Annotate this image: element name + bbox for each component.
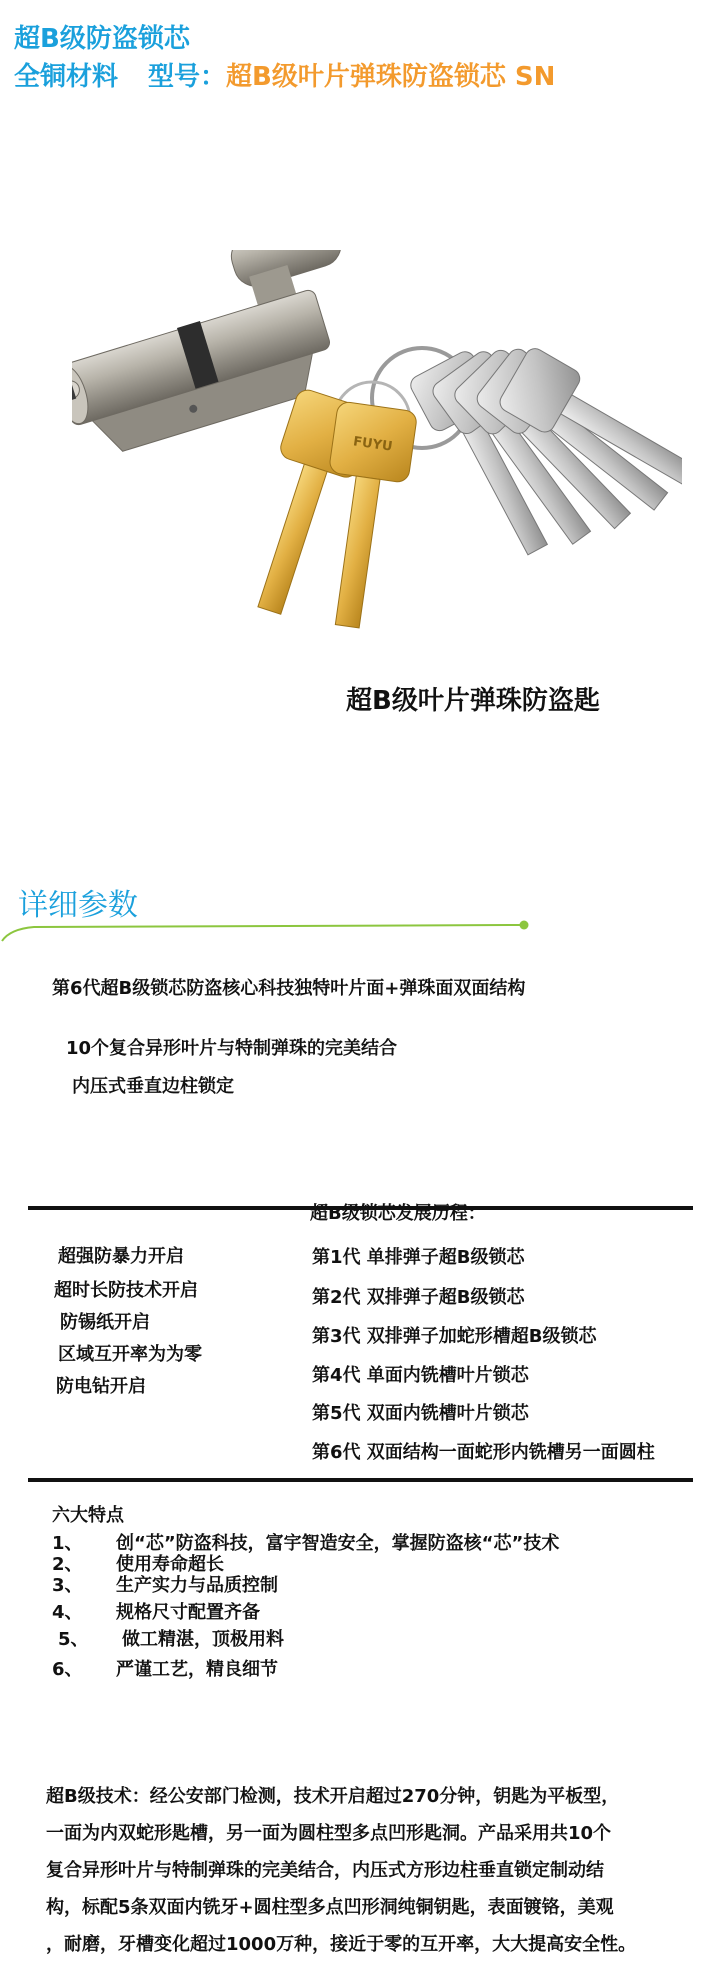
model-label: 型号： bbox=[148, 62, 227, 92]
generation-item: 第1代 单排弹子超B级锁芯 bbox=[312, 1247, 525, 1268]
feature-tag: 区域互开率为为零 bbox=[58, 1344, 202, 1365]
param-item: 内压式垂直边柱锁定 bbox=[72, 1076, 234, 1097]
feature-text: 规格尺寸配置齐备 bbox=[116, 1602, 260, 1623]
feature-num: 2、 bbox=[52, 1554, 83, 1575]
generation-item-clip bbox=[312, 1435, 693, 1465]
tech-line: 复合异形叶片与特制弹珠的完美结合，内压式方形边柱垂直锁定制动结 bbox=[46, 1860, 604, 1881]
param-item: 10个复合异形叶片与特制弹珠的完美结合 bbox=[66, 1038, 398, 1059]
feature-text: 生产实力与品质控制 bbox=[116, 1575, 278, 1596]
keys-caption: 超B级叶片弹珠防盗匙 bbox=[346, 686, 600, 716]
feature-num: 3、 bbox=[52, 1575, 83, 1596]
divider-bottom bbox=[28, 1478, 693, 1482]
tech-line: ，耐磨，牙槽变化超过1000万种，接近于零的互开率，大大提高安全性。 bbox=[46, 1934, 637, 1955]
page-title: 超B级防盗锁芯 bbox=[14, 24, 190, 54]
generation-item: 第4代 单面内铣槽叶片锁芯 bbox=[312, 1365, 529, 1386]
feature-tag: 防锡纸开启 bbox=[60, 1312, 150, 1333]
feature-text: 使用寿命超长 bbox=[116, 1554, 224, 1575]
tech-line: 超B级技术：经公安部门检测，技术开启超过270分钟，钥匙为平板型， bbox=[46, 1786, 620, 1807]
section-title: 详细参数 bbox=[18, 888, 138, 923]
param-item: 第6代超B级锁芯防盗核心科技独特叶片面+弹珠面双面结构 bbox=[52, 978, 526, 999]
key-brand-text: FUYU bbox=[352, 434, 394, 455]
generation-item: 第5代 双面内铣槽叶片锁芯 bbox=[312, 1403, 529, 1424]
feature-num: 6、 bbox=[52, 1659, 83, 1680]
tech-line: 一面为内双蛇形匙槽，另一面为圆柱型多点凹形匙洞。产品采用共10个 bbox=[46, 1823, 612, 1844]
feature-tag: 超时长防技术开启 bbox=[54, 1280, 198, 1301]
model-value: 超B级叶片弹珠防盗锁芯 SN bbox=[226, 62, 556, 92]
generation-item: 第2代 双排弹子超B级锁芯 bbox=[312, 1287, 525, 1308]
feature-text: 严谨工艺，精良细节 bbox=[116, 1659, 278, 1680]
section-underline bbox=[0, 905, 540, 945]
feature-tag: 防电钻开启 bbox=[56, 1376, 146, 1397]
feature-num: 5、 bbox=[58, 1629, 89, 1650]
feature-item bbox=[52, 1571, 278, 1597]
tech-description bbox=[46, 1778, 686, 1963]
feature-text: 做工精湛，顶极用料 bbox=[122, 1629, 284, 1650]
material-label: 全铜材料 bbox=[14, 62, 119, 92]
feature-num: 4、 bbox=[52, 1602, 83, 1623]
tech-line: 构，标配5条双面内铣牙+圆柱型多点凹形洞纯铜钥匙，表面镀铬，美观 bbox=[46, 1897, 614, 1918]
model-line bbox=[14, 56, 555, 93]
history-title: 超B级锁芯发展历程： bbox=[310, 1203, 486, 1224]
feature-item bbox=[58, 1625, 284, 1651]
feature-num: 1、 bbox=[52, 1533, 83, 1554]
feature-item bbox=[52, 1655, 278, 1681]
product-photo bbox=[72, 250, 682, 670]
generation-item: 第6代 双面结构一面蛇形内铣槽另一面圆柱 bbox=[312, 1442, 655, 1463]
feature-item bbox=[52, 1598, 260, 1624]
feature-tag: 超强防暴力开启 bbox=[58, 1246, 184, 1267]
features-title: 六大特点 bbox=[52, 1505, 124, 1526]
feature-text: 创“芯”防盗科技，富宇智造安全，掌握防盗核“芯”技术 bbox=[116, 1533, 560, 1554]
generation-item: 第3代 双排弹子加蛇形槽超B级锁芯 bbox=[312, 1326, 597, 1347]
